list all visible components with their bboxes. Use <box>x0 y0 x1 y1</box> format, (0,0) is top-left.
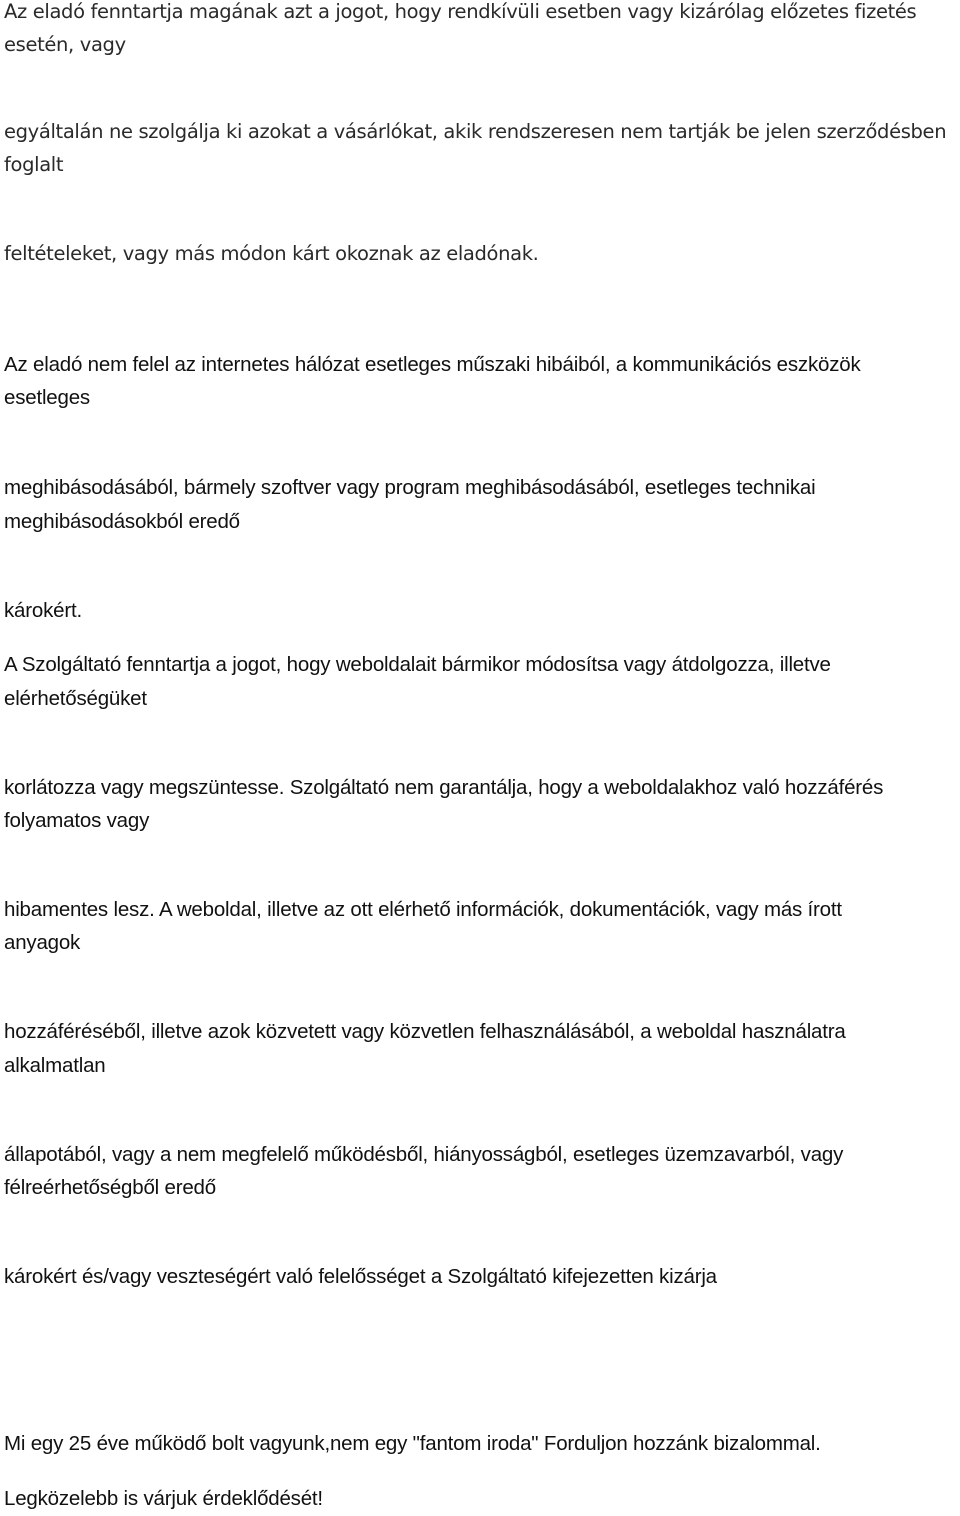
text-line: meghibásodásokból eredő <box>4 510 240 533</box>
text-line: félreérhetőségből eredő <box>4 1176 216 1199</box>
text-line: károkért. <box>4 599 82 622</box>
text-line: anyagok <box>4 931 81 954</box>
text-line: folyamatos vagy <box>4 809 150 832</box>
text-line: foglalt <box>4 153 64 176</box>
text-line: hozzáféréséből, illetve azok közvetett vagy közvetlen felhasználásából, a weboldal használatra <box>4 1020 846 1043</box>
text-line: esetén, vagy <box>4 33 126 56</box>
text-line: feltételeket, vagy más módon kárt okoznak az eladónak. <box>4 242 539 265</box>
text-line: korlátozza vagy megszüntesse. Szolgáltató nem garantálja, hogy a weboldalakhoz való hozzáférés <box>4 776 884 799</box>
text-line: meghibásodásából, bármely szoftver vagy program meghibásodásából, esetleges technikai <box>4 476 816 499</box>
text-line: Legközelebb is várjuk érdeklődését! <box>4 1487 323 1510</box>
text-line: Az eladó nem felel az internetes hálózat esetleges műszaki hibáiból, a kommunikációs eszközök <box>4 353 861 376</box>
text-line: Mi egy 25 éve működő bolt vagyunk,nem egy "fantom iroda" Forduljon hozzánk bizalommal. <box>4 1432 821 1455</box>
text-line: alkalmatlan <box>4 1054 106 1077</box>
text-line: egyáltalán ne szolgálja ki azokat a vásárlókat, akik rendszeresen nem tartják be jelen szerződésben <box>4 120 947 143</box>
text-line: elérhetőségüket <box>4 687 147 710</box>
text-line: A Szolgáltató fenntartja a jogot, hogy weboldalait bármikor módosítsa vagy átdolgozza, illetve <box>4 653 831 676</box>
text-line: esetleges <box>4 386 90 409</box>
text-line: állapotából, vagy a nem megfelelő működésből, hiányosságból, esetleges üzemzavarból, vagy <box>4 1143 844 1166</box>
text-line: hibamentes lesz. A weboldal, illetve az ott elérhető információk, dokumentációk, vagy más írott <box>4 898 842 921</box>
text-line: károkért és/vagy veszteségért való felelősséget a Szolgáltató kifejezetten kizárja <box>4 1265 717 1288</box>
text-line: Az eladó fenntartja magának azt a jogot, hogy rendkívüli esetben vagy kizárólag előzetes fizetés <box>4 0 917 23</box>
